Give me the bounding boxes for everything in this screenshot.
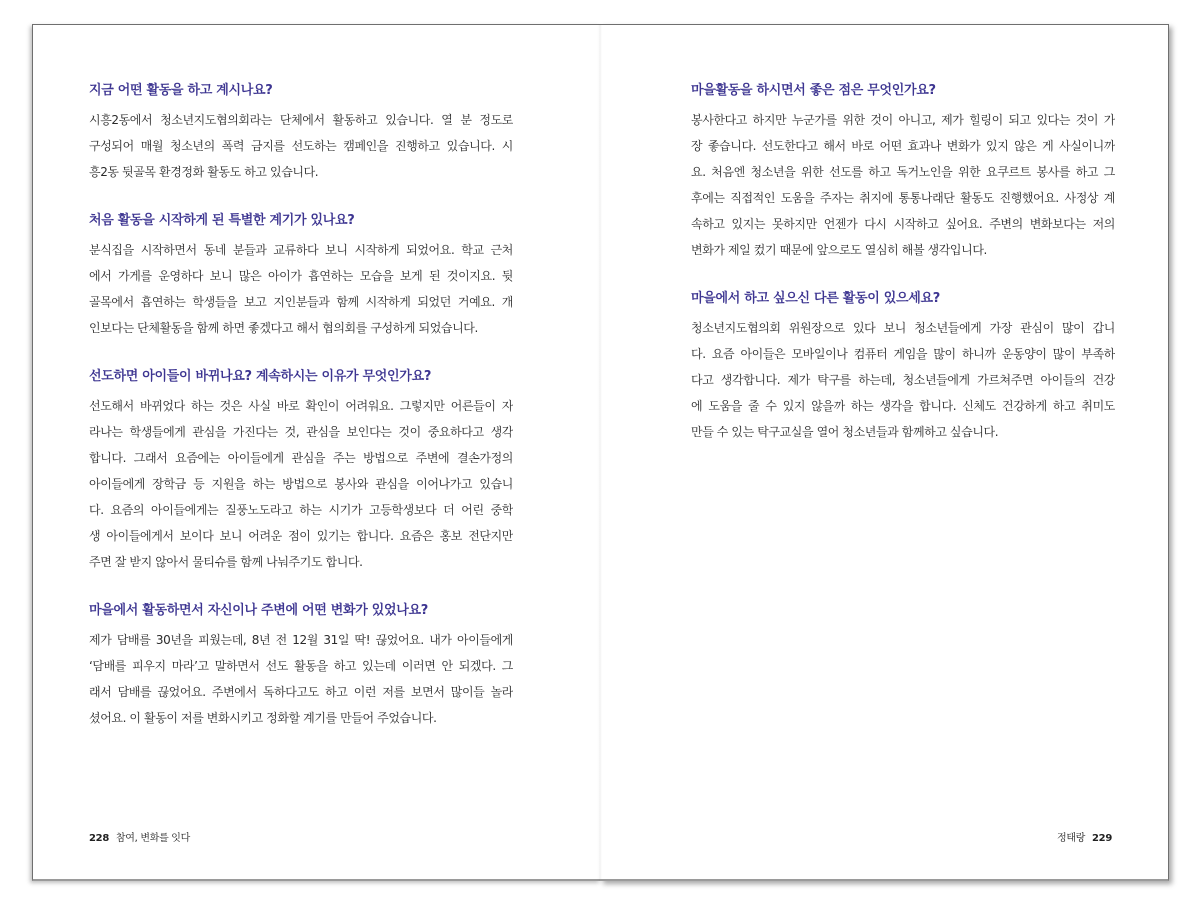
answer-line: 분식집을 시작하면서 동네 분들과 교류하다 보니 시작하게 되었어요. 학교 근처 bbox=[89, 243, 513, 257]
answer-line: 선도해서 바뀌었다 하는 것은 사실 바로 확인이 어려워요. 그렇지만 어른들이 자 bbox=[89, 399, 513, 413]
running-title: 정태랑 bbox=[1057, 833, 1086, 844]
right-page bbox=[600, 24, 1169, 881]
answer-line: 라나는 학생들에게 관심을 가진다는 것, 관심을 보인다는 것이 중요하다고 생각 bbox=[89, 425, 513, 439]
answer-line: 시흥2동에서 청소년지도협의회라는 단체에서 활동하고 있습니다. 열 분 정도로 bbox=[89, 113, 513, 127]
answer-line: 래서 담배를 끊었어요. 주변에서 독하다고도 하고 이런 저를 보면서 많이들 놀라 bbox=[89, 685, 513, 699]
interview-answer bbox=[89, 107, 513, 185]
answer-line: 변화가 제일 컸기 때문에 앞으로도 열심히 해볼 생각입니다. bbox=[691, 243, 987, 257]
page-number: 229 bbox=[1092, 833, 1112, 844]
interview-question: 마을에서 하고 싶으신 다른 활동이 있으세요? bbox=[691, 291, 941, 306]
interview-question: 선도하면 아이들이 바뀌나요? 계속하시는 이유가 무엇인가요? bbox=[89, 369, 432, 384]
answer-line: ‘담배를 피우지 마라’고 말하면서 선도 활동을 하고 있는데 이러면 안 되겠다. 그 bbox=[89, 659, 513, 673]
answer-line: 아이들에게 장학금 등 지원을 하는 방법으로 봉사와 관심을 이어나가고 있습니 bbox=[89, 477, 513, 491]
answer-line: 요. 처음엔 청소년을 위한 선도를 하고 독거노인을 위한 요쿠르트 봉사를 하고 그 bbox=[691, 165, 1115, 179]
answer-line: 에 도움을 줄 수 있지 않을까 하는 생각을 합니다. 신체도 건강하게 하고 취미도 bbox=[691, 399, 1115, 413]
answer-line: 장 좋습니다. 선도한다고 해서 바로 어떤 효과나 변화가 있지 않은 게 사실이니까 bbox=[691, 139, 1115, 153]
page-number: 228 bbox=[89, 833, 109, 844]
interview-question: 마을에서 활동하면서 자신이나 주변에 어떤 변화가 있었나요? bbox=[89, 603, 429, 618]
answer-line: 구성되어 매월 청소년의 폭력 금지를 선도하는 캠페인을 진행하고 있습니다. 시 bbox=[89, 139, 513, 153]
answer-line: 생 아이들에게서 보이다 보니 어려운 점이 있기는 합니다. 요즘은 홍보 전단지만 bbox=[89, 529, 513, 543]
book-gutter bbox=[598, 25, 602, 879]
interview-answer bbox=[691, 107, 1115, 263]
page-footer-right bbox=[1057, 833, 1112, 845]
answer-line: 후에는 직접적인 도움을 주자는 취지에 통통나래단 활동도 진행했어요. 사정상 계 bbox=[691, 191, 1115, 205]
answer-line: 다. 요즘 아이들은 모바일이나 컴퓨터 게임을 많이 하니까 운동양이 많이 부족하 bbox=[691, 347, 1115, 361]
answer-line: 합니다. 그래서 요즘에는 아이들에게 관심을 주는 방법으로 주변에 결손가정의 bbox=[89, 451, 513, 465]
interview-answer bbox=[691, 315, 1115, 445]
interview-question: 마을활동을 하시면서 좋은 점은 무엇인가요? bbox=[691, 83, 936, 98]
answer-line: 만들 수 있는 탁구교실을 열어 청소년들과 함께하고 싶습니다. bbox=[691, 425, 999, 439]
interview-answer bbox=[89, 237, 513, 341]
answer-line: 봉사한다고 하지만 누군가를 위한 것이 아니고, 제가 힐링이 되고 있다는 것이 가 bbox=[691, 113, 1115, 127]
interview-question: 처음 활동을 시작하게 된 특별한 계기가 있나요? bbox=[89, 213, 355, 228]
interview-answer bbox=[89, 627, 513, 731]
interview-answer bbox=[89, 393, 513, 575]
answer-line: 제가 담배를 30년을 피웠는데, 8년 전 12월 31일 딱! 끊었어요. 내가 아이들에게 bbox=[89, 633, 513, 647]
interview-question: 지금 어떤 활동을 하고 계시나요? bbox=[89, 83, 273, 98]
answer-line: 인보다는 단체활동을 함께 하면 좋겠다고 해서 협의회를 구성하게 되었습니다. bbox=[89, 321, 478, 335]
answer-line: 다고 생각합니다. 제가 탁구를 하는데, 청소년들에게 가르쳐주면 아이들의 건강 bbox=[691, 373, 1115, 387]
answer-line: 셨어요. 이 활동이 저를 변화시키고 정화할 계기를 만들어 주었습니다. bbox=[89, 711, 437, 725]
running-title: 참여, 변화를 잇다 bbox=[115, 833, 191, 844]
answer-line: 흥2동 뒷골목 환경정화 활동도 하고 있습니다. bbox=[89, 165, 319, 179]
answer-line: 속하고 있지는 못하지만 언젠가 다시 시작하고 싶어요. 주변의 변화보다는 저의 bbox=[691, 217, 1115, 231]
answer-line: 주면 잘 받지 않아서 물티슈를 함께 나눠주기도 합니다. bbox=[89, 555, 363, 569]
answer-line: 청소년지도협의회 위원장으로 있다 보니 청소년들에게 가장 관심이 많이 갑니 bbox=[691, 321, 1115, 335]
right-page-content bbox=[691, 81, 1115, 471]
left-page-content bbox=[89, 81, 513, 757]
page-footer-left bbox=[89, 833, 190, 845]
left-page bbox=[32, 24, 601, 881]
answer-line: 골목에서 흡연하는 학생들을 보고 지인분들과 함께 시작하게 되었던 거예요. 개 bbox=[89, 295, 513, 309]
answer-line: 에서 가게를 운영하다 보니 많은 아이가 흡연하는 모습을 보게 된 것이지요. 뒷 bbox=[89, 269, 513, 283]
answer-line: 다. 요즘의 아이들에게는 질풍노도라고 하는 시기가 고등학생보다 더 어린 중학 bbox=[89, 503, 513, 517]
